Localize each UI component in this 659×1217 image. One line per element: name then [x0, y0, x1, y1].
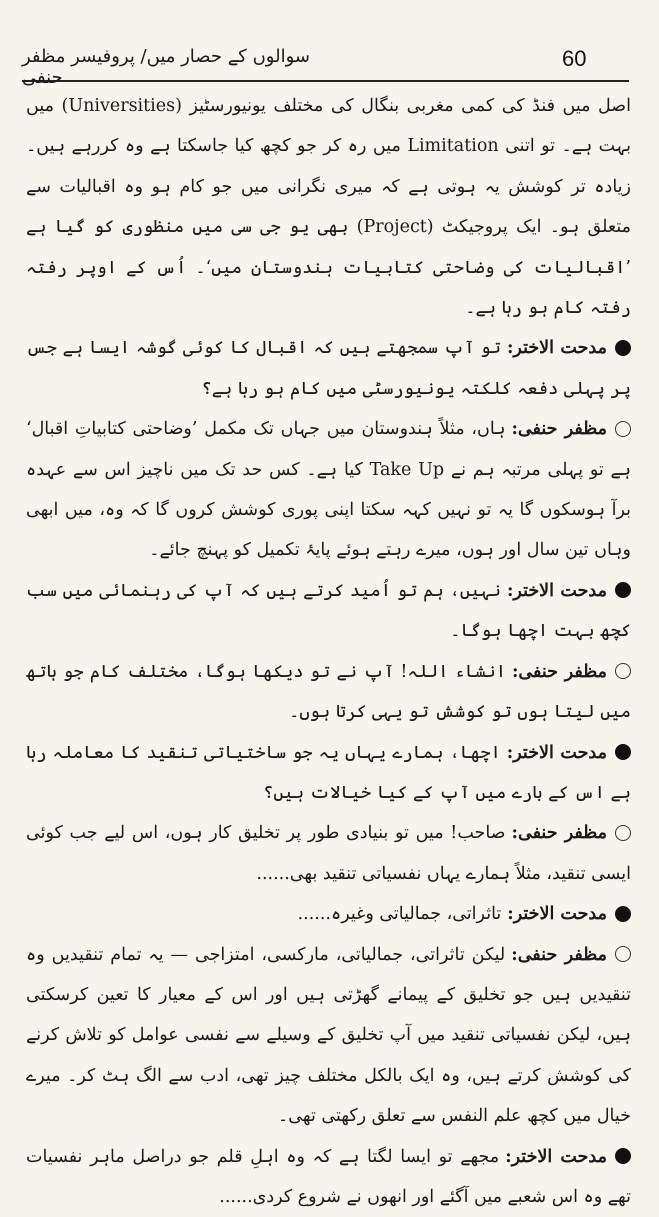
dialogue-turn	[26, 571, 631, 652]
page-header	[22, 40, 629, 88]
speaker-name: مظفر حنفی:	[511, 944, 607, 965]
speaker-name: مدحت الاختر:	[506, 742, 607, 763]
speaker-marker-icon	[615, 1148, 631, 1164]
speaker-marker-icon	[615, 906, 631, 922]
speaker-marker-icon	[615, 663, 631, 679]
speaker-marker-icon	[615, 946, 631, 962]
dialogue-turn	[26, 328, 631, 409]
speaker-name: مدحت الاختر:	[506, 338, 607, 359]
speaker-marker-icon	[615, 744, 631, 760]
speaker-name: مظفر حنفی:	[511, 661, 607, 682]
turn-text: انشاء اللہ! آپ نے تو دیکھا ہوگا، مختلف کام جو ہاتھ میں لیتا ہوں تو کوشش تو یہی کرتا ہوں۔	[26, 661, 631, 723]
speaker-name: مظفر حنفی:	[511, 419, 607, 440]
speaker-name: مظفر حنفی:	[511, 823, 608, 844]
dialogue-turn	[26, 733, 631, 814]
speaker-name: مدحت الاختر:	[507, 904, 607, 925]
dialogue-turn	[26, 935, 631, 1137]
running-title: سوالوں کے حصار میں/ پروفیسر مظفر حنفی	[22, 46, 310, 88]
dialogue-turn	[26, 652, 631, 733]
speaker-name: مدحت الاختر:	[506, 580, 607, 601]
speaker-marker-icon	[615, 340, 631, 356]
speaker-name: مدحت الاختر:	[505, 1146, 607, 1167]
turn-text: لیکن تاثراتی، جمالیاتی، مارکسی، امتزاجی — یہ تمام تنقیدیں وہ تنقیدیں ہیں جو تخلیق کے پیمانے گھڑتی ہیں اور اس کے معیار کا تعین کرسکتی ہیں، لیکن نفسیاتی تنقید میں آپ تخلیق کے وسیلے سے نفسی عوامل کو تلاش کرنے کی کوشش کرتے ہیں، وہ ایک بالکل مختلف چیز تھی، ادب سے الگ ہٹ کر۔ میرے خیال میں کچھ علم النفس سے تعلق رکھتی تھی۔	[26, 944, 631, 1127]
turn-text: صاحب! میں تو بنیادی طور پر تخلیق کار ہوں، اس لیے جب کوئی ایسی تنقید، مثلاً ہمارے یہاں نفسیاتی تنقید بھی......	[26, 823, 631, 884]
turn-text: نہیں، ہم تو اُمید کرتے ہیں کہ آپ کی رہنمائی میں سب کچھ بہت اچھا ہوگا۔	[26, 580, 631, 642]
dialogue-turn	[26, 1137, 631, 1217]
page-number: 60	[562, 46, 587, 71]
speaker-marker-icon	[615, 825, 631, 841]
speaker-marker-icon	[615, 582, 631, 598]
turn-text: تاثراتی، جمالیاتی وغیرہ......	[297, 904, 502, 925]
intro-paragraph: اصل میں فنڈ کی کمی مغربی بنگال کی مختلف یونیورسٹیز (Universities) میں بہت ہے۔ تو اتنی Limitation میں رہ کر جو کچھ کیا جاسکتا ہے وہ کررہے ہیں۔ زیادہ تر کوشش یہ ہوتی ہے کہ میری نگرانی میں جو کام ہو وہ اقبالیات سے متعلق ہو۔ ایک پروجیکٹ (Project) بھی یو جی سی میں منظوری کو گیا ہے ’اقبالیات کی وضاحتی کتابیات ہندوستان میں‘۔ اُس کے اوپر رفتہ رفتہ کام ہو رہا ہے۔	[26, 96, 631, 319]
turn-text: ہاں، مثلاً ہندوستان میں جہاں تک مکمل ’وضاحتی کتابیاتِ اقبال‘ ہے تو پہلی مرتبہ ہم نے Take Up کیا ہے۔ کس حد تک میں ناچیز اس سے عہدہ برآ ہوسکوں گا یہ تو نہیں کہہ سکتا اپنی پوری کوشش کروں گا کہ وہ، میں ابھی وہاں تین سال اور ہوں، میرے رہتے ہوئے پایۂ تکمیل کو پہنچ جائے۔	[26, 419, 631, 561]
turn-text: اچھا، ہمارے یہاں یہ جو ساختیاتی تنقید کا معاملہ رہا ہے اس کے بارے میں آپ کے کیا خیالات ہیں؟	[26, 742, 631, 803]
page-body	[26, 86, 631, 1207]
turn-text: تو آپ سمجھتے ہیں کہ اقبال کا کوئی گوشہ ایسا ہے جس پر پہلی دفعہ کلکتہ یونیورسٹی میں کام ہو رہا ہے؟	[26, 338, 631, 399]
dialogue-turn	[26, 813, 631, 894]
speaker-marker-icon	[615, 421, 631, 437]
turn-text: مجھے تو ایسا لگتا ہے کہ وہ اہلِ قلم جو دراصل ماہر نفسیات تھے وہ اس شعبے میں آگئے اور انھوں نے شروع کردی......	[26, 1146, 631, 1207]
dialogue-turn	[26, 894, 631, 934]
dialogue-turn	[26, 409, 631, 571]
